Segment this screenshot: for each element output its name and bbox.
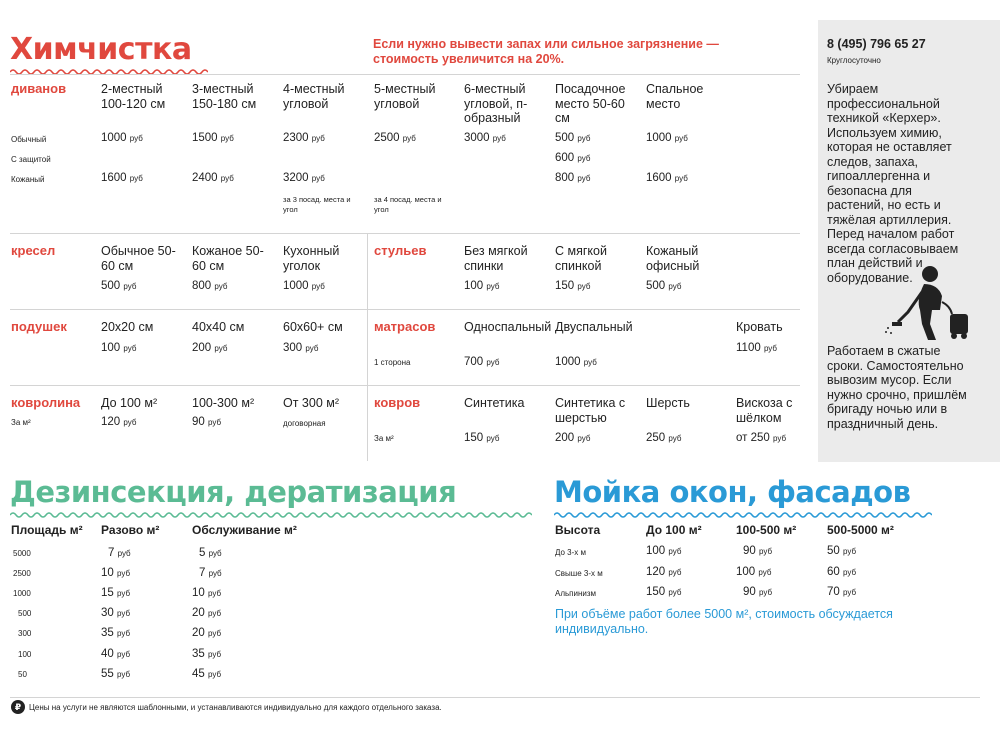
price: 1500 руб bbox=[192, 132, 234, 144]
price: 600 руб bbox=[555, 152, 591, 164]
sofa-row-label-protected: С защитой bbox=[11, 155, 51, 164]
windows-header-height: Высота bbox=[555, 523, 601, 537]
price: 1000 руб bbox=[555, 356, 597, 368]
windows-underline-wave bbox=[554, 511, 932, 519]
pest-price-cell: 7 руб bbox=[108, 547, 131, 559]
price: 100 руб bbox=[464, 280, 500, 292]
windows-price-cell: 70 руб bbox=[827, 586, 857, 598]
windows-price-cell: 100 руб bbox=[646, 545, 682, 557]
windows-title: Мойка окон, фасадов bbox=[554, 475, 911, 509]
pest-area-cell: 300 bbox=[18, 629, 32, 638]
sofa-header-5: 6-местный угловой, п-образный bbox=[464, 82, 528, 125]
carpet-label: ковролина bbox=[11, 395, 81, 410]
pest-price-cell: 15 руб bbox=[101, 587, 131, 599]
pest-title: Дезинсекция, дератизация bbox=[10, 475, 457, 509]
price: 300 руб bbox=[283, 342, 319, 354]
dry-cleaning-title: Химчистка bbox=[10, 32, 192, 67]
sofa-row-label-leather: Кожаный bbox=[11, 175, 45, 184]
cleaner-vacuum-icon bbox=[880, 262, 980, 342]
sofa-footnote-4: за 4 посад. места и угол bbox=[374, 195, 442, 214]
carpet-header: До 100 м² bbox=[101, 396, 158, 410]
rug-header: Синтетика с шерстью bbox=[555, 396, 626, 425]
price: от 250 руб bbox=[736, 432, 787, 444]
price: 90 руб bbox=[192, 416, 222, 428]
price: 1100 руб bbox=[736, 342, 777, 354]
pest-area-cell: 1000 bbox=[13, 589, 31, 598]
price: 1600 руб bbox=[646, 172, 688, 184]
price: 500 руб bbox=[101, 280, 137, 292]
pest-price-cell: 40 руб bbox=[101, 648, 131, 660]
pest-price-cell: 10 руб bbox=[101, 567, 131, 579]
pest-price-cell: 45 руб bbox=[192, 668, 222, 680]
price: 3200 руб bbox=[283, 172, 325, 184]
sofa-header-4: 5-местный угловой bbox=[374, 82, 436, 111]
carpet-header: От 300 м² bbox=[283, 396, 340, 410]
carpet-header: 100-300 м² bbox=[192, 396, 255, 410]
phone-number[interactable]: 8 (495) 796 65 27 bbox=[827, 37, 926, 51]
sofa-footnote-3: за 3 посад. места и угол bbox=[283, 195, 351, 214]
price-negotiable: договорная bbox=[283, 419, 326, 428]
pest-price-cell: 20 руб bbox=[192, 607, 222, 619]
pillow-header: 60x60+ см bbox=[283, 320, 343, 334]
price: 1000 руб bbox=[646, 132, 688, 144]
chair-header: Без мягкой спинки bbox=[464, 244, 528, 273]
rugs-label: ковров bbox=[374, 395, 421, 410]
price: 3000 руб bbox=[464, 132, 506, 144]
mattress-header: Односпальный bbox=[464, 320, 552, 334]
mattresses-label: матрасов bbox=[374, 319, 436, 334]
pest-price-cell: 20 руб bbox=[192, 627, 222, 639]
windows-header-col1: До 100 м² bbox=[646, 523, 702, 537]
pillow-header: 40x40 см bbox=[192, 320, 245, 334]
windows-price-cell: 100 руб bbox=[736, 566, 772, 578]
pest-area-cell: 100 bbox=[18, 650, 32, 659]
armchair-header: Кухонный уголок bbox=[283, 244, 340, 273]
sidebar-extra: Работаем в сжатые сроки. Самостоятельно вывозим мусор. Если нужно срочно, пришлём бригаду ночью или в праздничный день. bbox=[827, 344, 967, 431]
sofa-row-label-regular: Обычный bbox=[11, 135, 47, 144]
surcharge-note: Если нужно вывести запах или сильное загрязнение — стоимость увеличится на 20%. bbox=[373, 37, 719, 66]
price: 700 руб bbox=[464, 356, 500, 368]
pest-area-cell: 50 bbox=[18, 670, 27, 679]
price: 2300 руб bbox=[283, 132, 325, 144]
armchair-header: Кожаное 50-60 см bbox=[192, 244, 264, 273]
price: 200 руб bbox=[555, 432, 591, 444]
mattress-sub-label: 1 сторона bbox=[374, 358, 411, 367]
armchair-header: Обычное 50-60 см bbox=[101, 244, 176, 273]
pest-price-cell: 30 руб bbox=[101, 607, 131, 619]
sofa-header-2: 3-местный 150-180 см bbox=[192, 82, 257, 111]
pest-header-once: Разово м² bbox=[101, 523, 160, 537]
price: 150 руб bbox=[555, 280, 591, 292]
price: 1600 руб bbox=[101, 172, 143, 184]
windows-price-cell: 90 руб bbox=[743, 586, 773, 598]
price: 2400 руб bbox=[192, 172, 234, 184]
pest-area-cell: 500 bbox=[18, 609, 32, 618]
pest-underline-wave bbox=[10, 511, 532, 519]
rug-header: Синтетика bbox=[464, 396, 525, 410]
pest-price-cell: 35 руб bbox=[101, 627, 131, 639]
sidebar bbox=[818, 20, 1000, 462]
price: 100 руб bbox=[101, 342, 137, 354]
price: 800 руб bbox=[192, 280, 228, 292]
price: 150 руб bbox=[464, 432, 500, 444]
price: 800 руб bbox=[555, 172, 591, 184]
sofa-header-1: 2-местный 100-120 см bbox=[101, 82, 166, 111]
pest-header-area: Площадь м² bbox=[11, 523, 83, 537]
pest-price-cell: 5 руб bbox=[199, 547, 222, 559]
sidebar-description: Убираем профессиональной техникой «Керхер». Используем химию, которая не оставляет следов, запаха, гипоаллергенна и безопасна для растений, но есть и тяжёлая артиллерия. Перед началом работ всегда согласовываем план действий и оборудование. bbox=[827, 82, 959, 285]
price: 120 руб bbox=[101, 416, 137, 428]
price: 500 руб bbox=[646, 280, 682, 292]
windows-row-label: До 3-х м bbox=[555, 548, 587, 557]
mattress-header: Кровать bbox=[736, 320, 783, 334]
pest-area-cell: 5000 bbox=[13, 549, 31, 558]
pest-price-cell: 35 руб bbox=[192, 648, 222, 660]
ruble-icon: ₽ bbox=[11, 700, 25, 714]
sofa-header-3: 4-местный угловой bbox=[283, 82, 345, 111]
working-hours: Круглосуточно bbox=[827, 56, 881, 65]
footer-disclaimer: Цены на услуги не являются шаблонными, и устанавливаются индивидуально для каждого отдельного заказа. bbox=[29, 703, 442, 712]
price: 2500 руб bbox=[374, 132, 416, 144]
price: 200 руб bbox=[192, 342, 228, 354]
mattress-header: Двуспальный bbox=[555, 320, 633, 334]
windows-price-cell: 50 руб bbox=[827, 545, 857, 557]
rug-header: Вискоза с шёлком bbox=[736, 396, 793, 425]
pillow-header: 20x20 см bbox=[101, 320, 154, 334]
rugs-sub-label: За м² bbox=[374, 434, 394, 443]
windows-header-col3: 500-5000 м² bbox=[827, 523, 894, 537]
pest-price-cell: 10 руб bbox=[192, 587, 222, 599]
windows-row-label: Свыше 3-х м bbox=[555, 569, 603, 578]
pest-price-cell: 55 руб bbox=[101, 668, 131, 680]
pest-area-cell: 2500 bbox=[13, 569, 31, 578]
chair-header: Кожаный офисный bbox=[646, 244, 700, 273]
windows-note: При объёме работ более 5000 м², стоимость обсуждается индивидуально. bbox=[555, 607, 893, 636]
carpet-sub-label: За м² bbox=[11, 418, 31, 427]
chair-header: С мягкой спинкой bbox=[555, 244, 607, 273]
armchairs-label: кресел bbox=[11, 243, 56, 258]
windows-price-cell: 150 руб bbox=[646, 586, 682, 598]
pest-price-cell: 7 руб bbox=[199, 567, 222, 579]
rug-header: Шерсть bbox=[646, 396, 690, 410]
price: 250 руб bbox=[646, 432, 682, 444]
windows-row-label: Альпинизм bbox=[555, 589, 597, 598]
windows-price-cell: 90 руб bbox=[743, 545, 773, 557]
pest-header-service: Обслуживание м² bbox=[192, 523, 297, 537]
sofa-header-6: Посадочное место 50-60 см bbox=[555, 82, 626, 125]
pillows-label: подушек bbox=[11, 319, 67, 334]
windows-price-cell: 120 руб bbox=[646, 566, 682, 578]
sofa-header-7: Спальное место bbox=[646, 82, 704, 111]
sofas-label: диванов bbox=[11, 81, 67, 96]
windows-price-cell: 60 руб bbox=[827, 566, 857, 578]
price: 1000 руб bbox=[101, 132, 143, 144]
price: 500 руб bbox=[555, 132, 591, 144]
price: 1000 руб bbox=[283, 280, 325, 292]
chairs-label: стульев bbox=[374, 243, 427, 258]
windows-header-col2: 100-500 м² bbox=[736, 523, 797, 537]
